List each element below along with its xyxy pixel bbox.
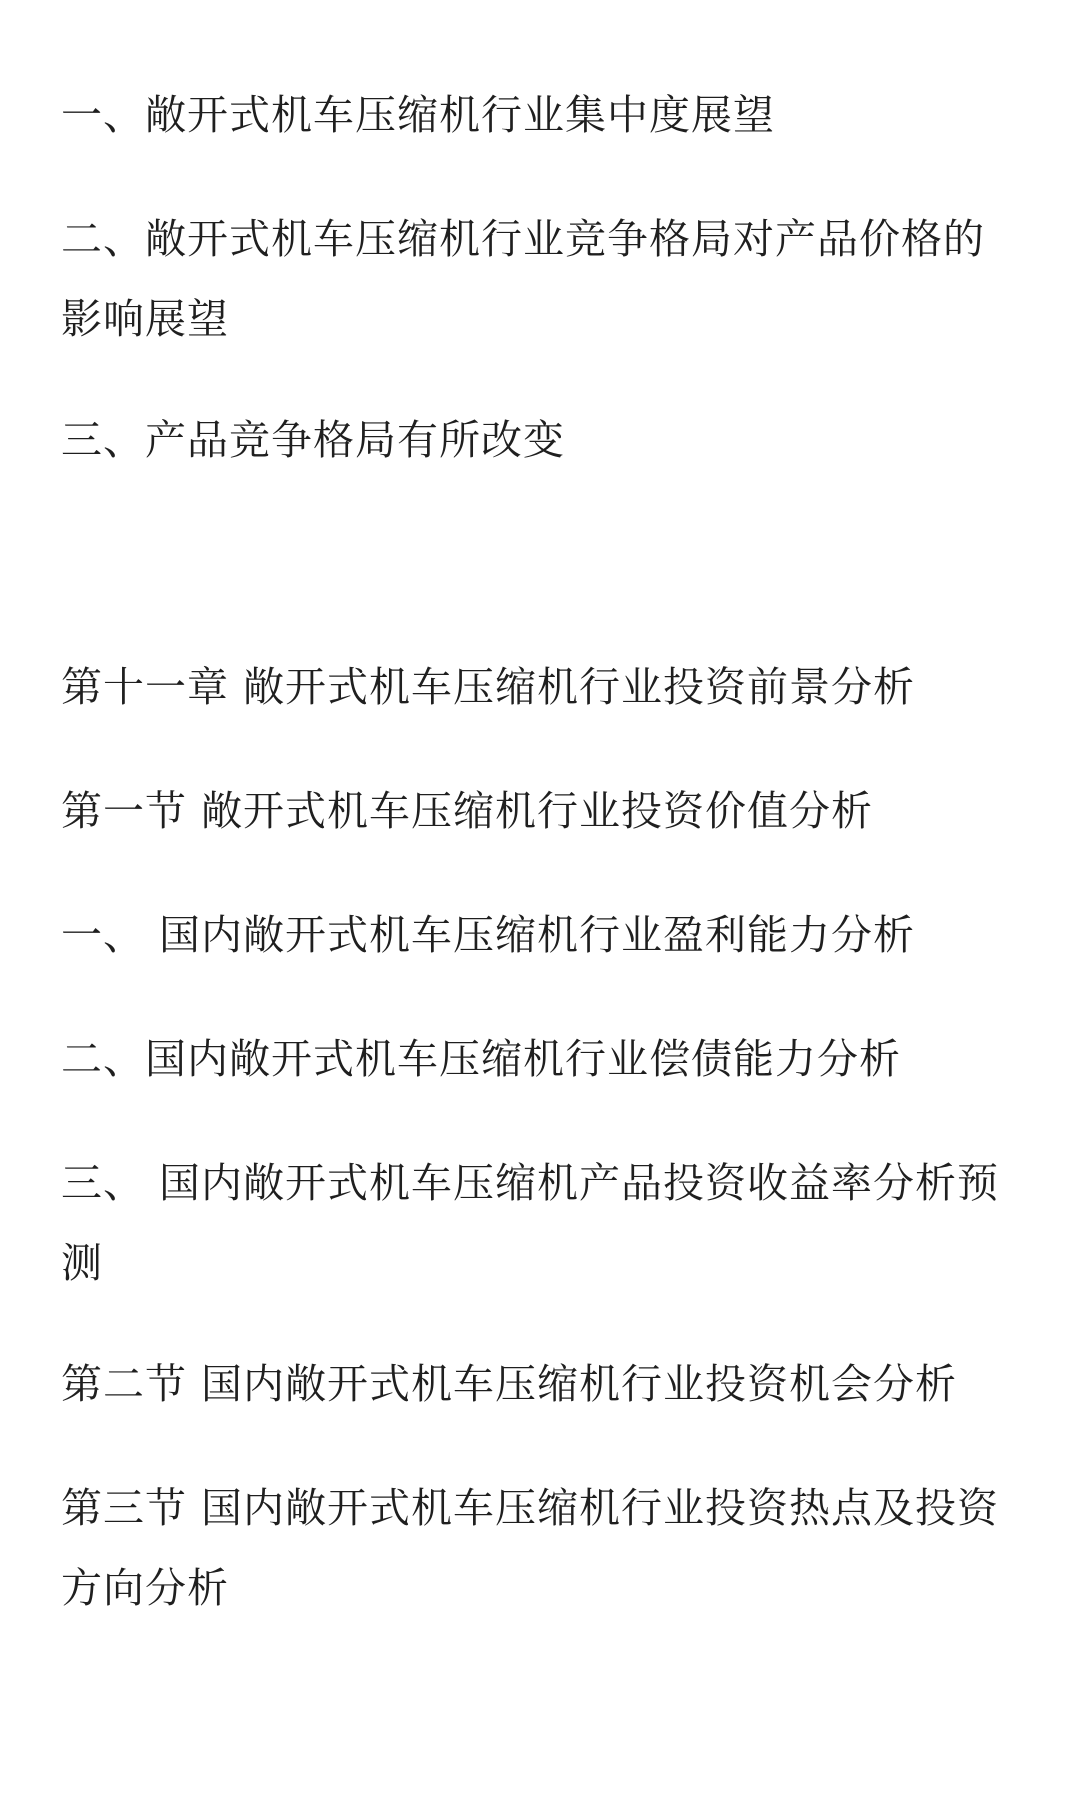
section-1-heading: 第一节 敞开式机车压缩机行业投资价值分析	[61, 787, 874, 835]
paragraph-8: 三、 国内敞开式机车压缩机产品投资收益率分析预测	[61, 1159, 1000, 1287]
paragraph-6: 一、 国内敞开式机车压缩机行业盈利能力分析	[61, 911, 916, 959]
section-2-heading: 第二节 国内敞开式机车压缩机行业投资机会分析	[61, 1360, 958, 1408]
section-3-heading: 第三节 国内敞开式机车压缩机行业投资热点及投资方向分析	[61, 1484, 1000, 1612]
paragraph-2: 二、敞开式机车压缩机行业竞争格局对产品价格的影响展望	[61, 215, 985, 343]
chapter-11-heading: 第十一章 敞开式机车压缩机行业投资前景分析	[61, 663, 916, 711]
paragraph-7: 二、国内敞开式机车压缩机行业偿债能力分析	[61, 1035, 901, 1083]
paragraph-3: 三、产品竞争格局有所改变	[61, 416, 565, 464]
paragraph-1: 一、敞开式机车压缩机行业集中度展望	[61, 91, 775, 139]
